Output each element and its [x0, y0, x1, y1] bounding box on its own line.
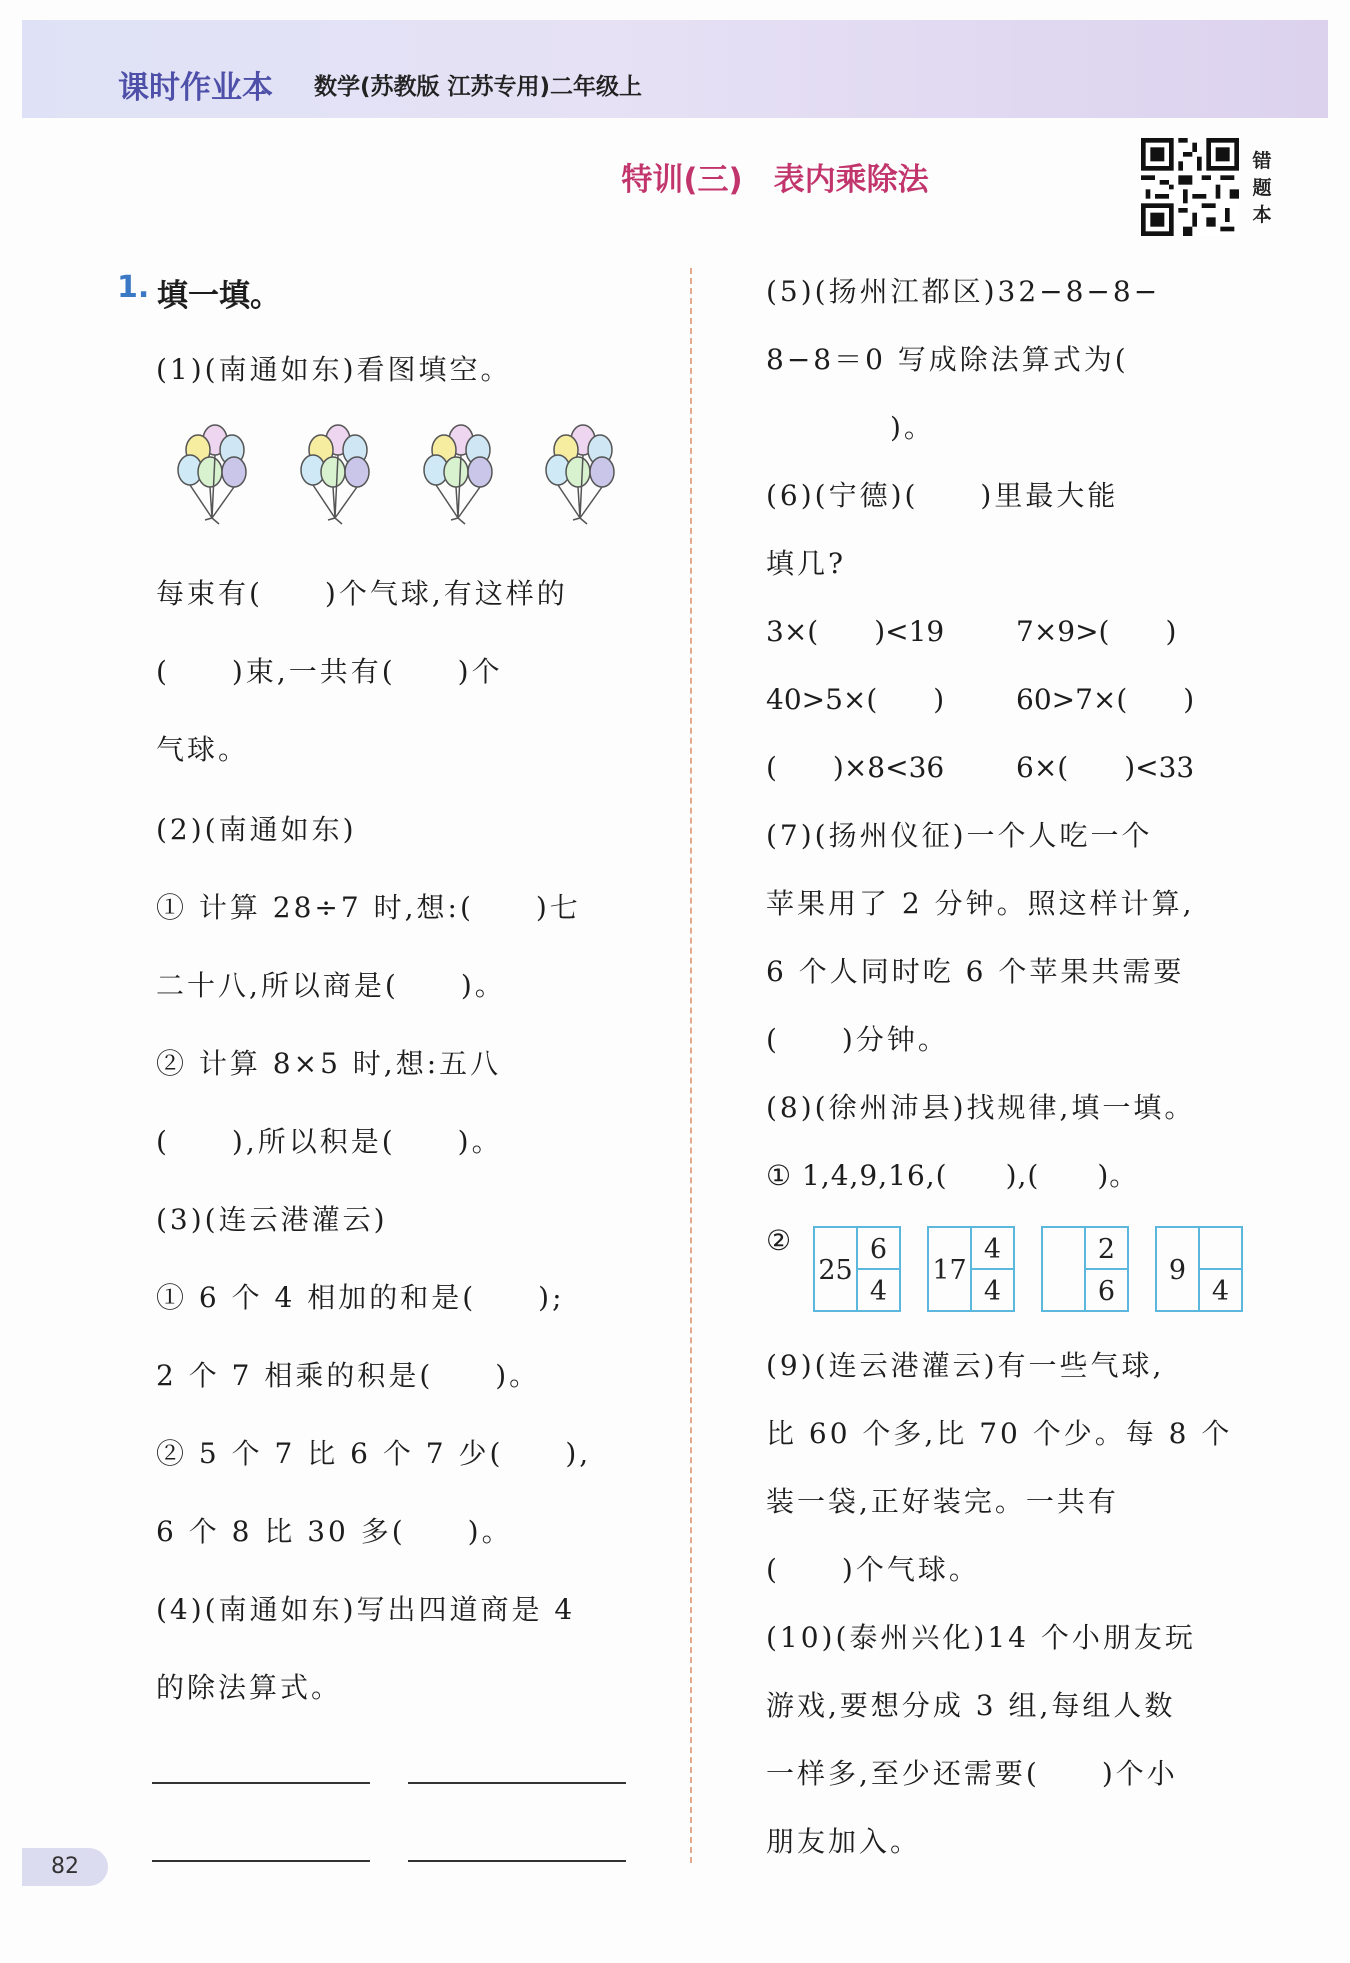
- pattern-box-left: 17: [932, 1255, 967, 1286]
- balloon-bunch-icon: [416, 420, 506, 530]
- part4-heading: (4)(南通如东)写出四道商是 4: [156, 1593, 576, 1626]
- pattern-box-bottom: 6: [1097, 1276, 1116, 1307]
- book-title: 数学(苏教版 江苏专用)二年级上: [314, 74, 643, 100]
- part1-heading: (1)(南通如东)看图填空。: [156, 353, 512, 386]
- part7-line: ( )分钟。: [766, 1023, 949, 1056]
- section-title: 特训(三) 表内乘除法: [621, 162, 929, 198]
- part9-line: 比 60 个多,比 70 个少。每 8 个: [766, 1417, 1233, 1450]
- part9-line: ( )个气球。: [766, 1553, 980, 1586]
- number-pattern-boxes: [812, 1225, 1252, 1315]
- part10-line: 一样多,至少还需要( )个小: [766, 1757, 1178, 1790]
- pattern-box-top: 2: [1097, 1234, 1116, 1265]
- part1-line: 每束有( )个气球,有这样的: [156, 577, 568, 610]
- answer-line[interactable]: [408, 1782, 626, 1784]
- part6-item: 60>7×( ): [1016, 683, 1195, 716]
- column-divider: [690, 268, 692, 1863]
- balloon-bunch-icon: [538, 420, 628, 530]
- pattern-box-bottom: 4: [1211, 1276, 1230, 1307]
- answer-line[interactable]: [152, 1782, 370, 1784]
- part2-line: 二十八,所以商是( )。: [156, 969, 506, 1002]
- part3-line: ② 5 个 7 比 6 个 7 少( ),: [156, 1437, 592, 1470]
- qr-label-char: 本: [1252, 204, 1272, 226]
- part7-line: 6 个人同时吃 6 个苹果共需要: [766, 955, 1185, 988]
- part7-line: 苹果用了 2 分钟。照这样计算,: [766, 887, 1195, 920]
- answer-line[interactable]: [152, 1860, 370, 1862]
- pattern-box-left: 25: [818, 1255, 853, 1286]
- part9-line: (9)(连云港灌云)有一些气球,: [766, 1349, 1165, 1382]
- part6-item: 7×9>( ): [1016, 615, 1177, 648]
- part6-line: (6)(宁德)( )里最大能: [766, 479, 1119, 512]
- part6-item: 40>5×( ): [766, 683, 945, 716]
- part10-line: (10)(泰州兴化)14 个小朋友玩: [766, 1621, 1196, 1654]
- part5-line: (5)(扬州江都区)32−8−8−: [766, 275, 1161, 308]
- part10-line: 朋友加入。: [766, 1825, 922, 1858]
- pattern-box-top: 4: [983, 1234, 1002, 1265]
- part2-line: ( ),所以积是( )。: [156, 1125, 503, 1158]
- qr-label-char: 题: [1252, 177, 1272, 199]
- part8-marker: ②: [766, 1224, 795, 1257]
- part8-heading: (8)(徐州沛县)找规律,填一填。: [766, 1091, 1196, 1124]
- part1-line: 气球。: [156, 733, 250, 766]
- balloon-bunch-icon: [293, 420, 383, 530]
- part5-line: 8−8＝0 写成除法算式为(: [766, 343, 1129, 376]
- part4-line: 的除法算式。: [156, 1671, 343, 1704]
- part3-heading: (3)(连云港灌云): [156, 1203, 388, 1236]
- balloon-bunch-icon: [170, 420, 260, 530]
- part6-item: 3×( )<19: [766, 615, 945, 648]
- part3-line: ① 6 个 4 相加的和是( );: [156, 1281, 565, 1314]
- question-number: 1.: [117, 270, 150, 305]
- part6-item: 6×( )<33: [1016, 751, 1195, 784]
- part2-heading: (2)(南通如东): [156, 813, 357, 846]
- page-number: 82: [22, 1848, 108, 1886]
- part2-line: ① 计算 28÷7 时,想:( )七: [156, 891, 581, 924]
- part1-line: ( )束,一共有( )个: [156, 655, 503, 688]
- part5-line: )。: [766, 411, 935, 444]
- part3-line: 2 个 7 相乘的积是( )。: [156, 1359, 541, 1392]
- answer-line[interactable]: [408, 1860, 626, 1862]
- pattern-box-bottom: 4: [869, 1276, 888, 1307]
- pattern-box-bottom: 4: [983, 1276, 1002, 1307]
- part10-line: 游戏,要想分成 3 组,每组人数: [766, 1689, 1176, 1722]
- part6-line: 填几?: [766, 547, 847, 580]
- part9-line: 装一袋,正好装完。一共有: [766, 1485, 1119, 1518]
- part3-line: 6 个 8 比 30 多( )。: [156, 1515, 513, 1548]
- part7-line: (7)(扬州仪征)一个人吃一个: [766, 819, 1153, 852]
- part2-line: ② 计算 8×5 时,想:五八: [156, 1047, 502, 1080]
- qr-code-icon[interactable]: [1141, 138, 1239, 236]
- question-title: 填一填。: [157, 278, 281, 314]
- wrong-question-book-label: [1247, 148, 1277, 229]
- part8-sequence: ① 1,4,9,16,( ),( )。: [766, 1159, 1139, 1192]
- pattern-box-top: 6: [869, 1234, 888, 1265]
- part6-item: ( )×8<36: [766, 751, 945, 784]
- qr-label-char: 错: [1252, 150, 1272, 172]
- pattern-box-left: 9: [1168, 1255, 1187, 1286]
- series-title: 课时作业本: [118, 70, 273, 106]
